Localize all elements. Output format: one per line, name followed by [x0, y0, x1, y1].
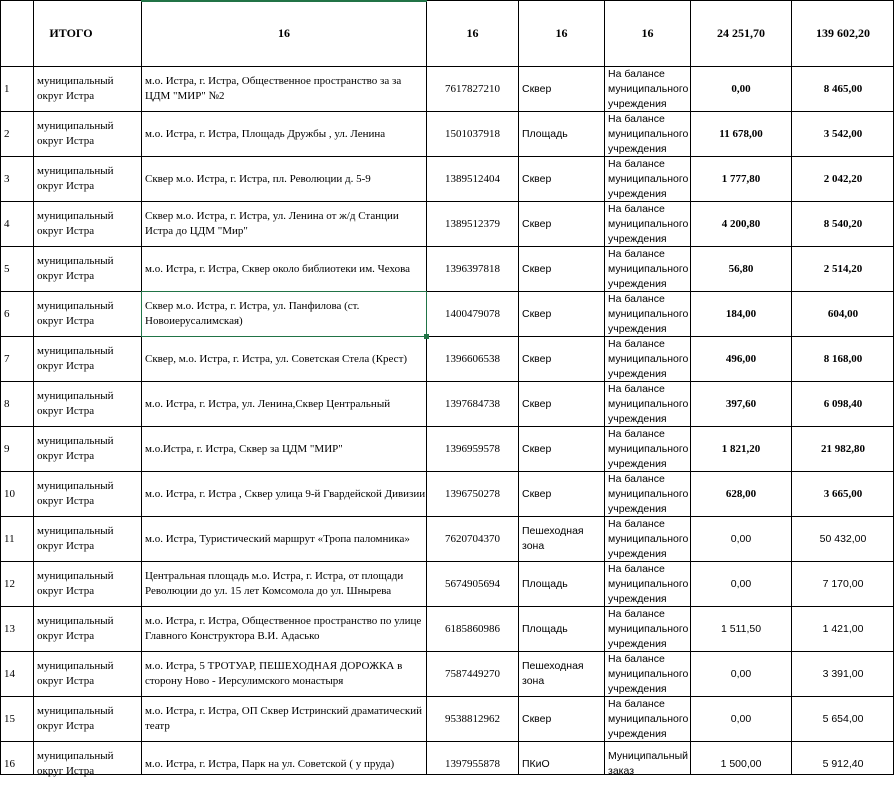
address-cell[interactable]: Сквер м.о. Истра, г. Истра, ул. Панфилова (ст. Новоиерусалимская): [145, 300, 360, 327]
value-cell[interactable]: 8 540,20: [823, 217, 863, 230]
code-cell[interactable]: 1397684738: [445, 397, 500, 410]
object-type-cell[interactable]: Пешеходная зона: [522, 660, 584, 687]
district-cell[interactable]: муниципальный округ Истра: [37, 570, 114, 597]
row-number-cell[interactable]: 2: [4, 127, 10, 140]
district-cell[interactable]: муниципальный округ Истра: [37, 165, 114, 192]
object-type-cell[interactable]: Сквер: [522, 172, 552, 185]
address-cell[interactable]: Сквер м.о. Истра, г. Истра, пл. Революции д. 5-9: [145, 172, 371, 185]
row-number-cell[interactable]: 5: [4, 262, 10, 275]
object-type-cell[interactable]: Сквер: [522, 262, 552, 275]
value-cell[interactable]: 1 421,00: [822, 622, 864, 635]
object-type-cell[interactable]: Пешеходная зона: [522, 525, 584, 552]
value-cell[interactable]: 184,00: [725, 307, 757, 320]
value-cell[interactable]: 8 168,00: [823, 352, 863, 365]
total-label-cell[interactable]: ИТОГО: [49, 26, 93, 40]
code-cell[interactable]: 1501037918: [445, 127, 500, 140]
code-cell[interactable]: 1389512404: [445, 172, 500, 185]
balance-cell[interactable]: На балансе муниципального учреждения: [608, 337, 689, 380]
object-type-cell[interactable]: Сквер: [522, 712, 552, 725]
total-area-cell[interactable]: 24 251,70: [717, 26, 765, 40]
district-cell[interactable]: муниципальный округ Истра: [37, 705, 114, 732]
code-cell[interactable]: 5674905694: [445, 577, 500, 590]
value-cell[interactable]: 3 542,00: [823, 127, 863, 140]
district-cell[interactable]: муниципальный округ Истра: [37, 75, 114, 102]
row-number-cell[interactable]: 13: [4, 622, 15, 635]
value-cell[interactable]: 50 432,00: [819, 532, 867, 545]
balance-cell[interactable]: Муниципальный заказ: [608, 750, 688, 777]
district-cell[interactable]: муниципальный округ Истра: [37, 255, 114, 282]
code-cell[interactable]: 1389512379: [445, 217, 500, 230]
object-type-cell[interactable]: Сквер: [522, 217, 552, 230]
address-cell[interactable]: м.о. Истра, г. Истра, Парк на ул. Советской ( у пруда): [145, 757, 395, 770]
row-number-cell[interactable]: 9: [4, 442, 10, 455]
address-cell[interactable]: м.о.Истра, г. Истра, Сквер за ЦДМ "МИР": [145, 442, 343, 455]
district-cell[interactable]: муниципальный округ Истра: [37, 480, 114, 507]
balance-cell[interactable]: На балансе муниципального учреждения: [608, 292, 689, 335]
address-cell[interactable]: м.о. Истра, г. Истра, Общественное пространство по улице Главного Конструктора В.И. Адасько: [145, 615, 422, 642]
value-cell[interactable]: 0,00: [731, 82, 751, 95]
balance-cell[interactable]: На балансе муниципального учреждения: [608, 472, 689, 515]
row-number-cell[interactable]: 4: [4, 217, 10, 230]
value-cell[interactable]: 3 391,00: [822, 667, 864, 680]
object-type-cell[interactable]: Сквер: [522, 352, 552, 365]
code-cell[interactable]: 1396397818: [445, 262, 500, 275]
row-number-cell[interactable]: 12: [4, 577, 15, 590]
row-number-cell[interactable]: 1: [4, 82, 10, 95]
address-cell[interactable]: м.о. Истра, 5 ТРОТУАР, ПЕШЕХОДНАЯ ДОРОЖКА в сторону Ново - Иерсулимского монастыря: [145, 660, 403, 687]
value-cell[interactable]: 11 678,00: [719, 127, 763, 140]
address-cell[interactable]: м.о. Истра, Туристический маршрут «Тропа паломника»: [145, 532, 410, 545]
address-cell[interactable]: м.о. Истра, г. Истра , Сквер улица 9-й Гвардейской Дивизии: [145, 487, 426, 500]
address-cell[interactable]: м.о. Истра, г. Истра, Общественное пространство за за ЦДМ "МИР" №2: [145, 75, 402, 102]
object-type-cell[interactable]: Сквер: [522, 82, 552, 95]
balance-cell[interactable]: На балансе муниципального учреждения: [608, 697, 689, 740]
row-number-cell[interactable]: 6: [4, 307, 10, 320]
row-number-cell[interactable]: 14: [4, 667, 15, 680]
value-cell[interactable]: 3 665,00: [823, 487, 863, 500]
code-cell[interactable]: 7620704370: [445, 532, 500, 545]
address-cell[interactable]: м.о. Истра, г. Истра, Площадь Дружбы , ул. Ленина: [145, 127, 386, 140]
object-type-cell[interactable]: Сквер: [522, 487, 552, 500]
value-cell[interactable]: 56,80: [728, 262, 754, 275]
object-type-cell[interactable]: Сквер: [522, 307, 552, 320]
address-cell[interactable]: Сквер м.о. Истра, г. Истра, ул. Ленина от ж/д Станции Истра до ЦДМ "Мир": [145, 210, 399, 237]
value-cell[interactable]: 0,00: [730, 577, 752, 590]
district-cell[interactable]: муниципальный округ Истра: [37, 660, 114, 687]
total-count-cell[interactable]: 16: [278, 26, 290, 40]
code-cell[interactable]: 7587449270: [445, 667, 500, 680]
code-cell[interactable]: 9538812962: [445, 712, 500, 725]
value-cell[interactable]: 7 170,00: [822, 577, 864, 590]
value-cell[interactable]: 2 042,20: [823, 172, 863, 185]
object-type-cell[interactable]: Сквер: [522, 397, 552, 410]
balance-cell[interactable]: На балансе муниципального учреждения: [608, 67, 689, 110]
balance-cell[interactable]: На балансе муниципального учреждения: [608, 652, 689, 695]
value-cell[interactable]: 1 511,50: [720, 622, 762, 635]
row-number-cell[interactable]: 10: [4, 487, 15, 500]
district-cell[interactable]: муниципальный округ Истра: [37, 615, 114, 642]
row-number-cell[interactable]: 8: [4, 397, 10, 410]
code-cell[interactable]: 1400479078: [445, 307, 500, 320]
code-cell[interactable]: 1396959578: [445, 442, 500, 455]
balance-cell[interactable]: На балансе муниципального учреждения: [608, 562, 689, 605]
row-number-cell[interactable]: 11: [4, 532, 15, 545]
balance-cell[interactable]: На балансе муниципального учреждения: [608, 427, 689, 470]
row-number-cell[interactable]: 7: [4, 352, 10, 365]
value-cell[interactable]: 8 465,00: [823, 82, 863, 95]
address-cell[interactable]: м.о. Истра, г. Истра, ул. Ленина,Сквер Центральный: [145, 397, 391, 410]
district-cell[interactable]: муниципальный округ Истра: [37, 750, 114, 777]
district-cell[interactable]: муниципальный округ Истра: [37, 300, 114, 327]
object-type-cell[interactable]: Площадь: [522, 622, 568, 635]
district-cell[interactable]: муниципальный округ Истра: [37, 120, 114, 147]
object-type-cell[interactable]: Площадь: [522, 577, 568, 590]
object-type-cell[interactable]: ПКиО: [522, 757, 550, 770]
address-cell[interactable]: Сквер, м.о. Истра, г. Истра, ул. Советская Стела (Крест): [145, 352, 408, 365]
district-cell[interactable]: муниципальный округ Истра: [37, 435, 114, 462]
row-number-cell[interactable]: 3: [4, 172, 10, 185]
district-cell[interactable]: муниципальный округ Истра: [37, 210, 114, 237]
code-cell[interactable]: 7617827210: [445, 82, 500, 95]
value-cell[interactable]: 2 514,20: [823, 262, 863, 275]
value-cell[interactable]: 604,00: [827, 307, 859, 320]
code-cell[interactable]: 1397955878: [445, 757, 500, 770]
value-cell[interactable]: 5 654,00: [822, 712, 864, 725]
value-cell[interactable]: 397,60: [725, 397, 757, 410]
value-cell[interactable]: 4 200,80: [721, 217, 761, 230]
value-cell[interactable]: 496,00: [725, 352, 757, 365]
value-cell[interactable]: 1 821,20: [721, 442, 761, 455]
value-cell[interactable]: 6 098,40: [823, 397, 863, 410]
value-cell[interactable]: 21 982,80: [821, 442, 865, 455]
balance-cell[interactable]: На балансе муниципального учреждения: [608, 202, 689, 245]
total-count-cell[interactable]: 16: [641, 26, 654, 40]
district-cell[interactable]: муниципальный округ Истра: [37, 345, 114, 372]
code-cell[interactable]: 6185860986: [445, 622, 500, 635]
balance-cell[interactable]: На балансе муниципального учреждения: [608, 607, 689, 650]
total-area-cell[interactable]: 139 602,20: [816, 26, 870, 40]
value-cell[interactable]: 5 912,40: [822, 757, 864, 770]
value-cell[interactable]: 0,00: [730, 667, 752, 680]
district-cell[interactable]: муниципальный округ Истра: [37, 390, 114, 417]
balance-cell[interactable]: На балансе муниципального учреждения: [608, 517, 689, 560]
balance-cell[interactable]: На балансе муниципального учреждения: [608, 247, 689, 290]
district-cell[interactable]: муниципальный округ Истра: [37, 525, 114, 552]
total-count-cell[interactable]: 16: [555, 26, 568, 40]
code-cell[interactable]: 1396606538: [445, 352, 500, 365]
object-type-cell[interactable]: Сквер: [522, 442, 552, 455]
balance-cell[interactable]: На балансе муниципального учреждения: [608, 157, 689, 200]
total-count-cell[interactable]: 16: [466, 26, 479, 40]
fill-handle[interactable]: [424, 334, 429, 339]
value-cell[interactable]: 0,00: [730, 712, 752, 725]
value-cell[interactable]: 0,00: [730, 532, 752, 545]
row-number-cell[interactable]: 15: [4, 712, 15, 725]
address-cell[interactable]: м.о. Истра, г. Истра, Сквер около библиотеки им. Чехова: [145, 262, 411, 275]
address-cell[interactable]: Центральная площадь м.о. Истра, г. Истра, от площади Революции до ул. 15 лет Комсомола до ул. Шнырева: [145, 570, 404, 597]
code-cell[interactable]: 1396750278: [445, 487, 500, 500]
balance-cell[interactable]: На балансе муниципального учреждения: [608, 112, 689, 155]
balance-cell[interactable]: На балансе муниципального учреждения: [608, 382, 689, 425]
value-cell[interactable]: 1 500,00: [720, 757, 762, 770]
address-cell[interactable]: м.о. Истра, г. Истра, ОП Сквер Истринский драматический театр: [145, 705, 422, 732]
object-type-cell[interactable]: Площадь: [522, 127, 568, 140]
value-cell[interactable]: 1 777,80: [721, 172, 761, 185]
value-cell[interactable]: 628,00: [725, 487, 757, 500]
row-number-cell[interactable]: 16: [4, 757, 15, 770]
